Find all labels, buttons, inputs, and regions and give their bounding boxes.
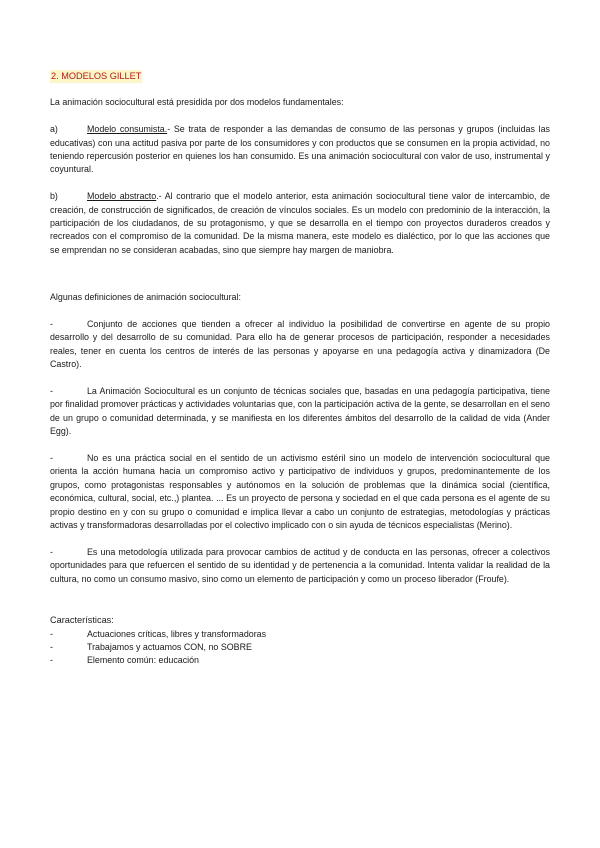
characteristic-text: Trabajamos y actuamos CON, no SOBRE: [87, 641, 252, 652]
model-item-consumista: [50, 123, 550, 177]
characteristics-title: Características:: [50, 615, 114, 626]
definition-text: No es una práctica social en el sentido de un activismo estéril sino un modelo de intervención sociocultural que orienta la acción humana hacia un compromiso activo y participativo de individuos y grupos, predominantemente de los grupos, como protagonistas responsables y autónomos en la solución de problemas que la dinámica social (científica, económica, cultural, social, etc.,) plantea. ... Es un proyecto de persona y sociedad en el que cada persona es el agente de su propio destino en y con su grupo o comunidad e implica llevar a cabo un conjunto de estrategias, metodologías y prácticas activas y transformadoras desarrolladas por el colectivo implicado con o sin ayuda de técnicos especialistas (Merino).: [50, 453, 550, 531]
model-text: - Se trata de responder a las demandas de consumo de las personas y grupos (incluidas las educativas) con una actitud pasiva por parte de los consumidores y con productos que se consumen en la propia actividad, no teniendo repercusión posterior en quienes los han consumido. Es una animación sociocultural con valor de uso, instrumental y coyuntural.: [50, 124, 550, 175]
definition-item: [50, 546, 550, 586]
characteristic-marker: -: [50, 641, 53, 652]
characteristic-text: Elemento común: educación: [87, 655, 199, 666]
model-marker: b): [50, 191, 58, 202]
definition-item: [50, 452, 550, 532]
definition-marker: -: [50, 319, 53, 330]
model-title: Modelo consumista.: [87, 124, 168, 135]
definition-marker: -: [50, 386, 53, 397]
definitions-title: Algunas definiciones de animación sociocultural:: [50, 292, 241, 303]
characteristic-marker: -: [50, 628, 53, 639]
definition-item: [50, 318, 550, 372]
definition-marker: -: [50, 546, 53, 557]
definition-item: [50, 385, 550, 439]
characteristic-marker: -: [50, 655, 53, 666]
intro-paragraph: La animación sociocultural está presidida por dos modelos fundamentales:: [50, 97, 344, 108]
model-text: .- Al contrario que el modelo anterior, esta animación sociocultural tiene valor de intercambio, de creación, de construcción de significados, de creación de vínculos sociales. Es un modelo con predominio de la interacción, la participación de los ciudadanos, de su protagonismo, y que se desarrolla en el tiempo con proyectos duraderos creados y recreados con el compromiso de la comunidad. De la misma manera, este modelo es dialéctico, por lo que las acciones que se emprendan no se consideran acabadas, sino que siempre hay margen de maniobra.: [50, 191, 550, 255]
characteristic-text: Actuaciones críticas, libres y transformadoras: [87, 628, 267, 639]
characteristic-item: [50, 654, 550, 667]
model-title: Modelo abstracto: [87, 191, 157, 202]
section-heading: 2. MODELOS GILLET: [50, 70, 142, 83]
characteristic-item: [50, 628, 550, 641]
model-item-abstracto: [50, 190, 550, 257]
definition-marker: -: [50, 453, 53, 464]
definition-text: Es una metodología utilizada para provocar cambios de actitud y de conducta en las personas, ofrecer a colectivos oportunidades para que refuercen el sentido de su identidad y de pertenencia a la comunidad. Intenta validar la realidad de la cultura, no como un consumo masivo, sino como un elemento de participación y como un proceso liberador (Froufe).: [50, 546, 550, 584]
model-marker: a): [50, 124, 58, 135]
characteristic-item: [50, 641, 550, 654]
definition-text: La Animación Sociocultural es un conjunto de técnicas sociales que, basadas en una pedagogía participativa, tiene por finalidad promover prácticas y actividades voluntarias que, con la participación activa de la gente, se desarrollan en el seno de un grupo o comunidad determinada, y se manifiesta en los diferentes ámbitos del desarrollo de la calidad de vida (Ander Egg).: [50, 386, 550, 437]
definition-text: Conjunto de acciones que tienden a ofrecer al individuo la posibilidad de convertirse en agente de su propio desarrollo y del desarrollo de su comunidad. Para ello ha de generar procesos de participación, responder a necesidades reales, tener en cuenta los centros de interés de las personas y apoyarse en una pedagogía activa y dinamizadora (De Castro).: [50, 319, 550, 370]
